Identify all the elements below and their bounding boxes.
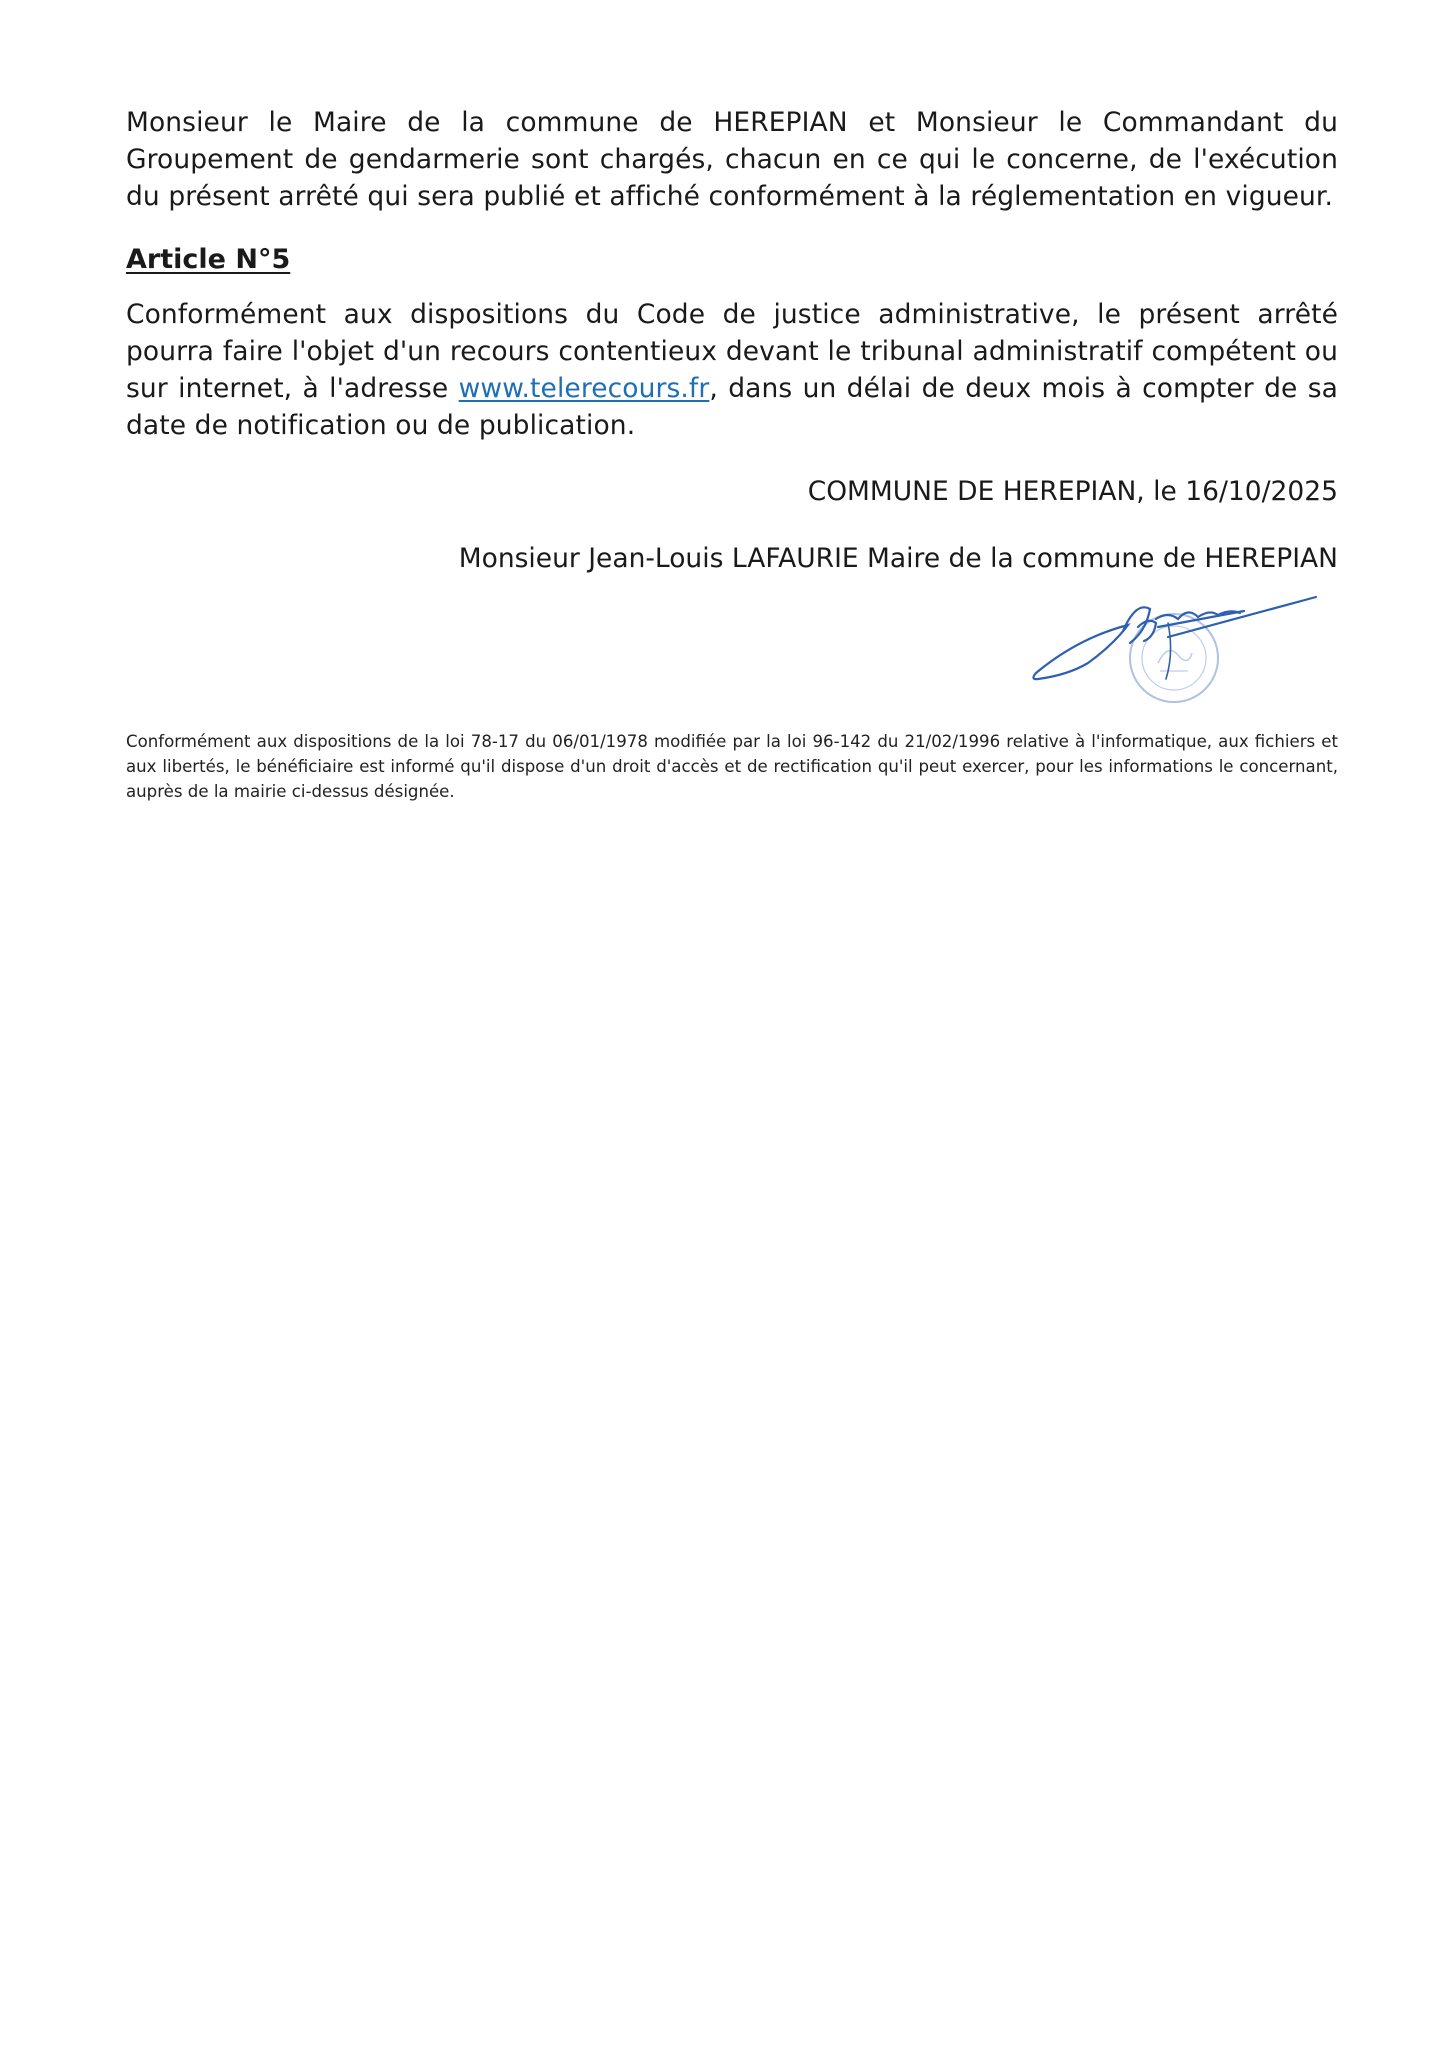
handwritten-signature — [1033, 597, 1316, 679]
place-and-date: COMMUNE DE HEREPIAN, le 16/10/2025 — [807, 476, 1338, 507]
article-5-paragraph — [126, 296, 1338, 444]
signature-area — [126, 583, 1338, 713]
privacy-notice: Conformément aux dispositions de la loi 78-17 du 06/01/1978 modifiée par la loi 96-142 du 21/02/1996 relative à l'informatique, aux fichiers et aux libertés, le bénéficiaire est informé qu'il dispose d'un droit d'accès et de rectification qu'il peut exercer, pour les informations le concernant, auprès de la mairie ci-dessus désignée. — [126, 732, 1338, 801]
article-5-text-after-link: , dans un délai de deux mois à compter de sa date de notification ou de publication. — [126, 373, 1339, 441]
signature-and-stamp — [1018, 583, 1338, 713]
signatory-line: Monsieur Jean-Louis LAFAURIE Maire de la commune de HEREPIAN — [458, 543, 1338, 574]
document-page — [126, 104, 1338, 821]
article-5-text-before-link: Conformément aux dispositions du Code de justice administrative, le présent arrêté pourra faire l'objet d'un recours contentieux devant le tribunal administratif compétent ou sur internet, à l'adresse — [126, 299, 1338, 404]
execution-paragraph: Monsieur le Maire de la commune de HEREPIAN et Monsieur le Commandant du Groupement de gendarmerie sont chargés, chacun en ce qui le concerne, de l'exécution du présent arrêté qui sera publié et affiché conformément à la réglementation en vigueur. — [126, 107, 1338, 212]
telerecours-link[interactable]: www.telerecours.fr — [458, 373, 710, 404]
article-5-heading: Article N°5 — [126, 244, 291, 275]
